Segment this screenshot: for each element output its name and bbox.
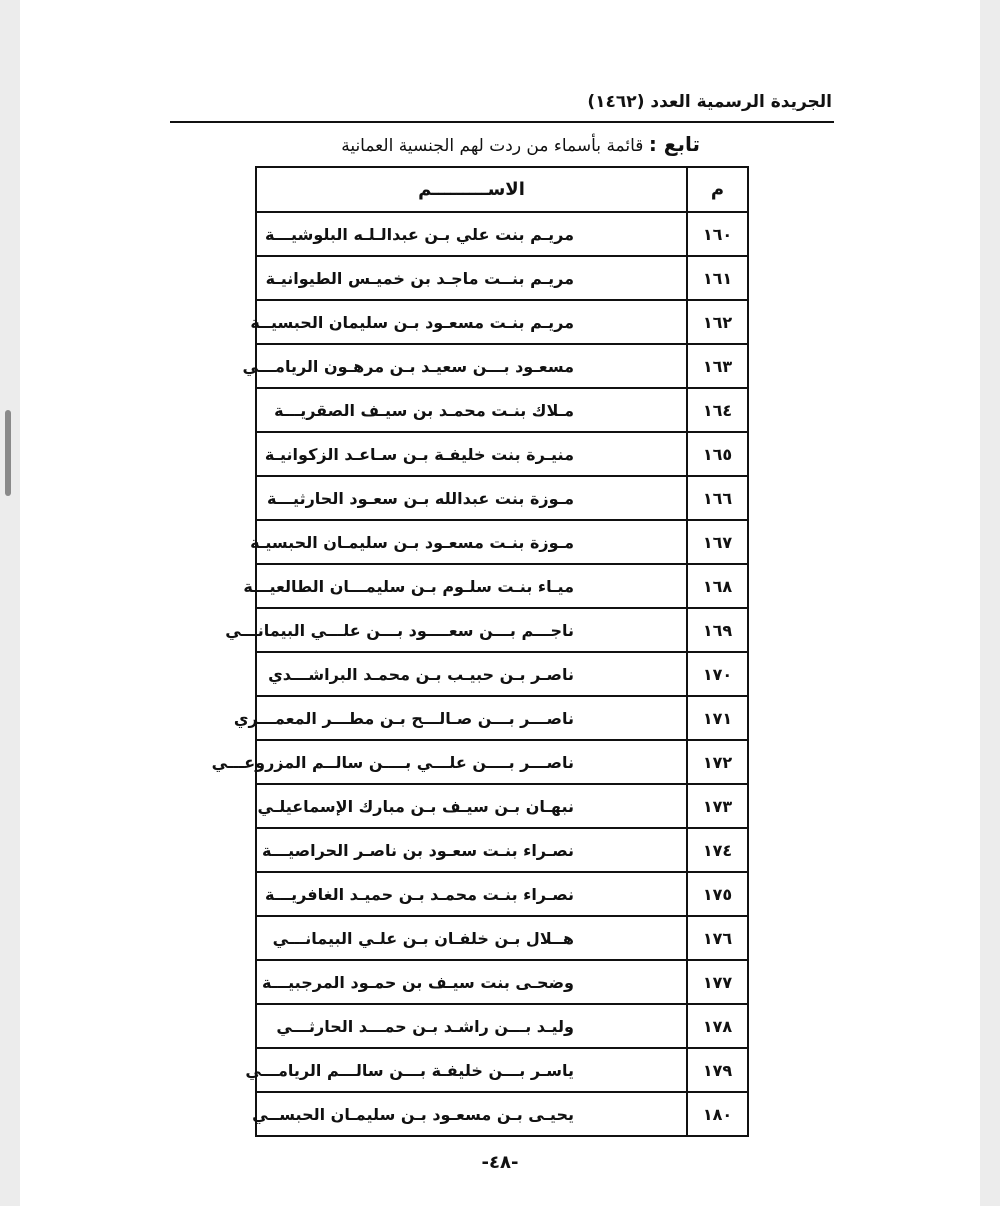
row-number: ١٧٩ — [687, 1048, 748, 1092]
row-name: مريـم بنــت ماجـد بن خميـس الطيوانيـة — [256, 256, 687, 300]
row-name: ميـاء بنـت سلـوم بـن سليمـــان الطالعيـــة — [256, 564, 687, 608]
row-number: ١٧٤ — [687, 828, 748, 872]
column-header-name: الاســـــــــم — [256, 167, 687, 212]
row-name: نبهـان بـن سيـف بـن مبارك الإسماعيلـي — [256, 784, 687, 828]
row-number: ١٦٢ — [687, 300, 748, 344]
row-name: ناجـــم بـــن سعــــود بـــن علـــي البيمانـــي — [256, 608, 687, 652]
row-name: وليـد بـــن راشـد بـن حمـــد الحارثـــي — [256, 1004, 687, 1048]
row-number: ١٦٥ — [687, 432, 748, 476]
table-row — [256, 696, 748, 740]
table-header-row — [256, 167, 748, 212]
row-number: ١٧١ — [687, 696, 748, 740]
table-row — [256, 476, 748, 520]
table-row — [256, 256, 748, 300]
row-number: ١٨٠ — [687, 1092, 748, 1136]
table-row — [256, 1092, 748, 1136]
table-row — [256, 916, 748, 960]
table-row — [256, 300, 748, 344]
table-row — [256, 828, 748, 872]
row-name: ياسـر بـــن خليفـة بـــن سالـــم الريامـــي — [256, 1048, 687, 1092]
table-row — [256, 432, 748, 476]
page-number: -٤٨- — [481, 1152, 519, 1173]
row-name: وضحـى بنت سيـف بن حمـود المرجبيـــة — [256, 960, 687, 1004]
row-number: ١٧٨ — [687, 1004, 748, 1048]
table-row — [256, 344, 748, 388]
table-row — [256, 564, 748, 608]
row-number: ١٧٦ — [687, 916, 748, 960]
page-header — [170, 88, 834, 123]
names-table — [211, 166, 749, 1137]
row-number: ١٧٣ — [687, 784, 748, 828]
row-name: نصـراء بنـت سعـود بن ناصـر الحراصيـــة — [256, 828, 687, 872]
row-number: ١٦٦ — [687, 476, 748, 520]
row-number: ١٦٠ — [687, 212, 748, 256]
row-name: ناصـر بـن حبيـب بـن محمـد البراشـــدي — [256, 652, 687, 696]
list-title — [260, 132, 700, 160]
row-name: منيـرة بنت خليفـة بـن سـاعـد الزكوانيـة — [256, 432, 687, 476]
table-row — [256, 652, 748, 696]
table-row — [256, 388, 748, 432]
row-name: مـلاك بنـت محمـد بن سيـف الصقريـــة — [256, 388, 687, 432]
row-number: ١٦٣ — [687, 344, 748, 388]
table-row — [256, 784, 748, 828]
row-name: يحيـى بـن مسعـود بـن سليمـان الحبســي — [256, 1092, 687, 1136]
row-number: ١٧٧ — [687, 960, 748, 1004]
table-row — [256, 740, 748, 784]
row-number: ١٧٢ — [687, 740, 748, 784]
row-name: نصـراء بنـت محمـد بـن حميـد الغافريـــة — [256, 872, 687, 916]
row-name: ناصـــر بـــن صـالـــح بـن مطـــر المعمـــري — [256, 696, 687, 740]
row-name: مـوزة بنت عبدالله بـن سعـود الحارثيـــة — [256, 476, 687, 520]
row-name: مسعـود بـــن سعيـد بـن مرهـون الريامـــي — [256, 344, 687, 388]
row-name: ناصـــر بــــن علـــي بــــن سالــم المزروعـــي — [256, 740, 687, 784]
list-title-text: قائمة بأسماء من ردت لهم الجنسية العمانية — [341, 136, 644, 156]
scroll-handle[interactable] — [5, 410, 11, 496]
table-row — [256, 1004, 748, 1048]
row-name: مـوزة بنـت مسعـود بـن سليمـان الحبسيـة — [256, 520, 687, 564]
row-name: هــلال بـن خلفـان بـن علـي البيمانـــي — [256, 916, 687, 960]
table-row — [256, 520, 748, 564]
row-number: ١٦٧ — [687, 520, 748, 564]
table-row — [256, 212, 748, 256]
table-row — [256, 960, 748, 1004]
column-header-number: م — [687, 167, 748, 212]
list-title-prefix: تابع : — [648, 132, 700, 156]
row-number: ١٦١ — [687, 256, 748, 300]
gazette-header-title: الجريدة الرسمية العدد (١٤٦٢) — [587, 92, 832, 112]
table-row — [256, 1048, 748, 1092]
row-number: ١٦٩ — [687, 608, 748, 652]
table-row — [256, 872, 748, 916]
row-number: ١٧٥ — [687, 872, 748, 916]
row-name: مريـم بنت علي بـن عبدالـلـه البلوشيـــة — [256, 212, 687, 256]
row-name: مريـم بنـت مسعـود بـن سليمان الحبسيــة — [256, 300, 687, 344]
row-number: ١٦٨ — [687, 564, 748, 608]
row-number: ١٦٤ — [687, 388, 748, 432]
row-number: ١٧٠ — [687, 652, 748, 696]
table-row — [256, 608, 748, 652]
